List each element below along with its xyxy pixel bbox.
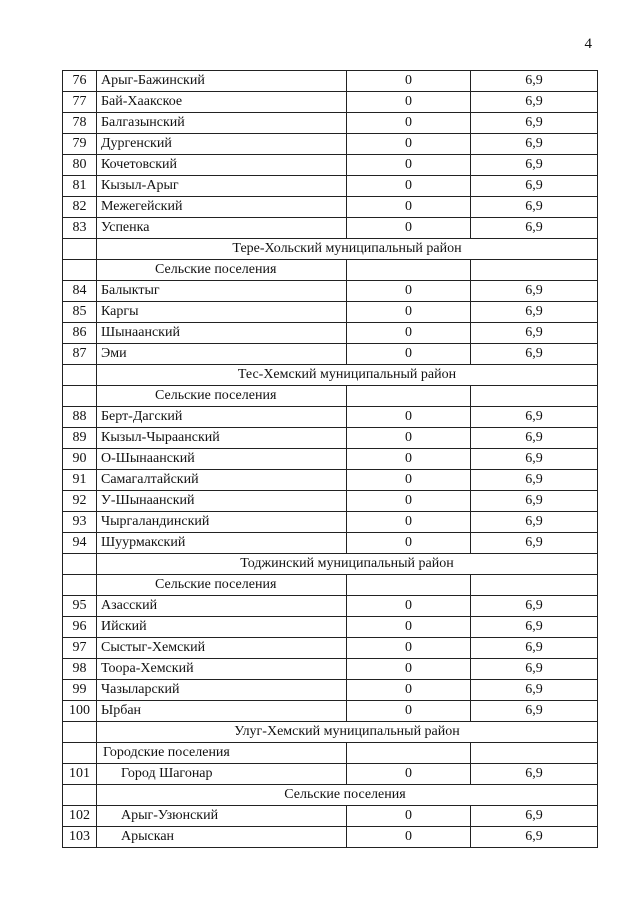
value-2-cell: 6,9 bbox=[471, 596, 598, 617]
district-title: Тес-Хемский муниципальный район bbox=[97, 365, 598, 386]
row-number-cell: 89 bbox=[63, 428, 97, 449]
district-header-row bbox=[63, 554, 598, 575]
value-1-cell: 0 bbox=[347, 302, 471, 323]
settlement-name-cell: Кызыл-Чыраанский bbox=[97, 428, 347, 449]
settlement-name-cell: Межегейский bbox=[97, 197, 347, 218]
settlement-name-cell: Арыг-Бажинский bbox=[97, 71, 347, 92]
row-number-cell: 83 bbox=[63, 218, 97, 239]
empty-cell bbox=[471, 260, 598, 281]
empty-cell bbox=[347, 743, 471, 764]
row-number-cell: 100 bbox=[63, 701, 97, 722]
settlement-name-cell: Самагалтайский bbox=[97, 470, 347, 491]
row-number-cell: 80 bbox=[63, 155, 97, 176]
value-1-cell: 0 bbox=[347, 512, 471, 533]
settlement-name-cell: Арыскан bbox=[97, 827, 347, 848]
value-2-cell: 6,9 bbox=[471, 92, 598, 113]
value-1-cell: 0 bbox=[347, 113, 471, 134]
settlement-name-cell: Берт-Дагский bbox=[97, 407, 347, 428]
value-1-cell: 0 bbox=[347, 470, 471, 491]
value-1-cell: 0 bbox=[347, 617, 471, 638]
row-number-cell: 97 bbox=[63, 638, 97, 659]
empty-cell bbox=[63, 785, 97, 806]
empty-cell bbox=[471, 743, 598, 764]
settlement-name-cell: Успенка bbox=[97, 218, 347, 239]
settlement-name-cell: Шынаанский bbox=[97, 323, 347, 344]
empty-cell bbox=[63, 575, 97, 596]
row-number-cell: 90 bbox=[63, 449, 97, 470]
settlement-name-cell: Балыктыг bbox=[97, 281, 347, 302]
row-number-cell: 87 bbox=[63, 344, 97, 365]
value-1-cell: 0 bbox=[347, 155, 471, 176]
row-number-cell: 95 bbox=[63, 596, 97, 617]
settlement-type-row bbox=[63, 785, 598, 806]
settlement-type-row bbox=[63, 260, 598, 281]
district-header-row bbox=[63, 239, 598, 260]
table-row bbox=[63, 449, 598, 470]
value-2-cell: 6,9 bbox=[471, 533, 598, 554]
settlement-name-cell: Эми bbox=[97, 344, 347, 365]
row-number-cell: 81 bbox=[63, 176, 97, 197]
settlement-name-cell: О-Шынаанский bbox=[97, 449, 347, 470]
table-row bbox=[63, 92, 598, 113]
value-1-cell: 0 bbox=[347, 680, 471, 701]
table-row bbox=[63, 659, 598, 680]
settlement-type-title: Сельские поселения bbox=[97, 260, 347, 281]
value-1-cell: 0 bbox=[347, 134, 471, 155]
value-1-cell: 0 bbox=[347, 197, 471, 218]
value-2-cell: 6,9 bbox=[471, 659, 598, 680]
value-1-cell: 0 bbox=[347, 407, 471, 428]
value-2-cell: 6,9 bbox=[471, 134, 598, 155]
table-row bbox=[63, 71, 598, 92]
value-1-cell: 0 bbox=[347, 701, 471, 722]
value-2-cell: 6,9 bbox=[471, 71, 598, 92]
table-row bbox=[63, 617, 598, 638]
value-1-cell: 0 bbox=[347, 344, 471, 365]
row-number-cell: 98 bbox=[63, 659, 97, 680]
row-number-cell: 99 bbox=[63, 680, 97, 701]
district-header-row bbox=[63, 365, 598, 386]
value-1-cell: 0 bbox=[347, 596, 471, 617]
row-number-cell: 96 bbox=[63, 617, 97, 638]
value-1-cell: 0 bbox=[347, 428, 471, 449]
value-2-cell: 6,9 bbox=[471, 281, 598, 302]
empty-cell bbox=[63, 239, 97, 260]
row-number-cell: 93 bbox=[63, 512, 97, 533]
settlement-name-cell: Город Шагонар bbox=[97, 764, 347, 785]
table-row bbox=[63, 533, 598, 554]
row-number-cell: 78 bbox=[63, 113, 97, 134]
settlement-name-cell: Тоора-Хемский bbox=[97, 659, 347, 680]
value-1-cell: 0 bbox=[347, 533, 471, 554]
value-2-cell: 6,9 bbox=[471, 218, 598, 239]
value-2-cell: 6,9 bbox=[471, 176, 598, 197]
row-number-cell: 77 bbox=[63, 92, 97, 113]
empty-cell bbox=[347, 260, 471, 281]
value-1-cell: 0 bbox=[347, 638, 471, 659]
value-2-cell: 6,9 bbox=[471, 764, 598, 785]
settlement-name-cell: Азасский bbox=[97, 596, 347, 617]
table-row bbox=[63, 323, 598, 344]
settlement-type-title: Сельские поселения bbox=[97, 386, 347, 407]
empty-cell bbox=[471, 386, 598, 407]
value-1-cell: 0 bbox=[347, 71, 471, 92]
value-1-cell: 0 bbox=[347, 827, 471, 848]
table-row bbox=[63, 134, 598, 155]
settlement-name-cell: Каргы bbox=[97, 302, 347, 323]
settlement-name-cell: Кочетовский bbox=[97, 155, 347, 176]
table-row bbox=[63, 302, 598, 323]
settlement-type-title: Сельские поселения bbox=[97, 785, 598, 806]
value-2-cell: 6,9 bbox=[471, 197, 598, 218]
table-row bbox=[63, 470, 598, 491]
settlement-name-cell: Шуурмакский bbox=[97, 533, 347, 554]
empty-cell bbox=[347, 575, 471, 596]
empty-cell bbox=[63, 722, 97, 743]
table-row bbox=[63, 218, 598, 239]
settlement-name-cell: Балгазынский bbox=[97, 113, 347, 134]
settlement-type-title: Городские поселения bbox=[97, 743, 347, 764]
value-2-cell: 6,9 bbox=[471, 155, 598, 176]
row-number-cell: 79 bbox=[63, 134, 97, 155]
value-2-cell: 6,9 bbox=[471, 491, 598, 512]
row-number-cell: 84 bbox=[63, 281, 97, 302]
empty-cell bbox=[63, 365, 97, 386]
settlement-type-title: Сельские поселения bbox=[97, 575, 347, 596]
value-2-cell: 6,9 bbox=[471, 701, 598, 722]
row-number-cell: 82 bbox=[63, 197, 97, 218]
value-2-cell: 6,9 bbox=[471, 113, 598, 134]
table-row bbox=[63, 827, 598, 848]
settlement-name-cell: Кызыл-Арыг bbox=[97, 176, 347, 197]
value-2-cell: 6,9 bbox=[471, 806, 598, 827]
value-2-cell: 6,9 bbox=[471, 407, 598, 428]
empty-cell bbox=[63, 260, 97, 281]
settlement-type-row bbox=[63, 386, 598, 407]
value-2-cell: 6,9 bbox=[471, 470, 598, 491]
table-row bbox=[63, 512, 598, 533]
table-row bbox=[63, 638, 598, 659]
value-2-cell: 6,9 bbox=[471, 827, 598, 848]
table-row bbox=[63, 701, 598, 722]
empty-cell bbox=[347, 386, 471, 407]
table-row bbox=[63, 176, 598, 197]
value-1-cell: 0 bbox=[347, 92, 471, 113]
settlement-name-cell: У-Шынаанский bbox=[97, 491, 347, 512]
row-number-cell: 85 bbox=[63, 302, 97, 323]
value-2-cell: 6,9 bbox=[471, 449, 598, 470]
row-number-cell: 76 bbox=[63, 71, 97, 92]
value-1-cell: 0 bbox=[347, 449, 471, 470]
district-title: Тоджинский муниципальный район bbox=[97, 554, 598, 575]
row-number-cell: 92 bbox=[63, 491, 97, 512]
empty-cell bbox=[471, 575, 598, 596]
value-2-cell: 6,9 bbox=[471, 680, 598, 701]
row-number-cell: 103 bbox=[63, 827, 97, 848]
empty-cell bbox=[63, 743, 97, 764]
district-title: Тере-Хольский муниципальный район bbox=[97, 239, 598, 260]
empty-cell bbox=[63, 554, 97, 575]
table-row bbox=[63, 596, 598, 617]
row-number-cell: 101 bbox=[63, 764, 97, 785]
district-header-row bbox=[63, 722, 598, 743]
settlement-name-cell: Арыг-Узюнский bbox=[97, 806, 347, 827]
value-2-cell: 6,9 bbox=[471, 302, 598, 323]
settlement-name-cell: Чыргаландинский bbox=[97, 512, 347, 533]
value-2-cell: 6,9 bbox=[471, 428, 598, 449]
table-row bbox=[63, 344, 598, 365]
settlements-table bbox=[62, 70, 598, 848]
table-row bbox=[63, 407, 598, 428]
page-number: 4 bbox=[584, 36, 592, 52]
row-number-cell: 86 bbox=[63, 323, 97, 344]
district-title: Улуг-Хемский муниципальный район bbox=[97, 722, 598, 743]
settlement-name-cell: Ырбан bbox=[97, 701, 347, 722]
table-row bbox=[63, 113, 598, 134]
settlement-name-cell: Сыстыг-Хемский bbox=[97, 638, 347, 659]
table-row bbox=[63, 764, 598, 785]
settlement-name-cell: Чазыларский bbox=[97, 680, 347, 701]
value-1-cell: 0 bbox=[347, 323, 471, 344]
settlement-name-cell: Ийский bbox=[97, 617, 347, 638]
value-2-cell: 6,9 bbox=[471, 344, 598, 365]
row-number-cell: 91 bbox=[63, 470, 97, 491]
value-1-cell: 0 bbox=[347, 281, 471, 302]
row-number-cell: 88 bbox=[63, 407, 97, 428]
table-row bbox=[63, 155, 598, 176]
value-1-cell: 0 bbox=[347, 176, 471, 197]
settlement-name-cell: Бай-Хаакское bbox=[97, 92, 347, 113]
row-number-cell: 102 bbox=[63, 806, 97, 827]
value-2-cell: 6,9 bbox=[471, 323, 598, 344]
row-number-cell: 94 bbox=[63, 533, 97, 554]
table-row bbox=[63, 281, 598, 302]
value-2-cell: 6,9 bbox=[471, 638, 598, 659]
settlement-name-cell: Дургенский bbox=[97, 134, 347, 155]
value-1-cell: 0 bbox=[347, 659, 471, 680]
settlement-type-row bbox=[63, 575, 598, 596]
value-1-cell: 0 bbox=[347, 764, 471, 785]
value-1-cell: 0 bbox=[347, 806, 471, 827]
value-2-cell: 6,9 bbox=[471, 512, 598, 533]
table-row bbox=[63, 428, 598, 449]
table-row bbox=[63, 680, 598, 701]
value-2-cell: 6,9 bbox=[471, 617, 598, 638]
settlement-type-row bbox=[63, 743, 598, 764]
table-row bbox=[63, 491, 598, 512]
table-row bbox=[63, 806, 598, 827]
table-body bbox=[63, 71, 598, 848]
value-1-cell: 0 bbox=[347, 491, 471, 512]
value-1-cell: 0 bbox=[347, 218, 471, 239]
empty-cell bbox=[63, 386, 97, 407]
table-row bbox=[63, 197, 598, 218]
